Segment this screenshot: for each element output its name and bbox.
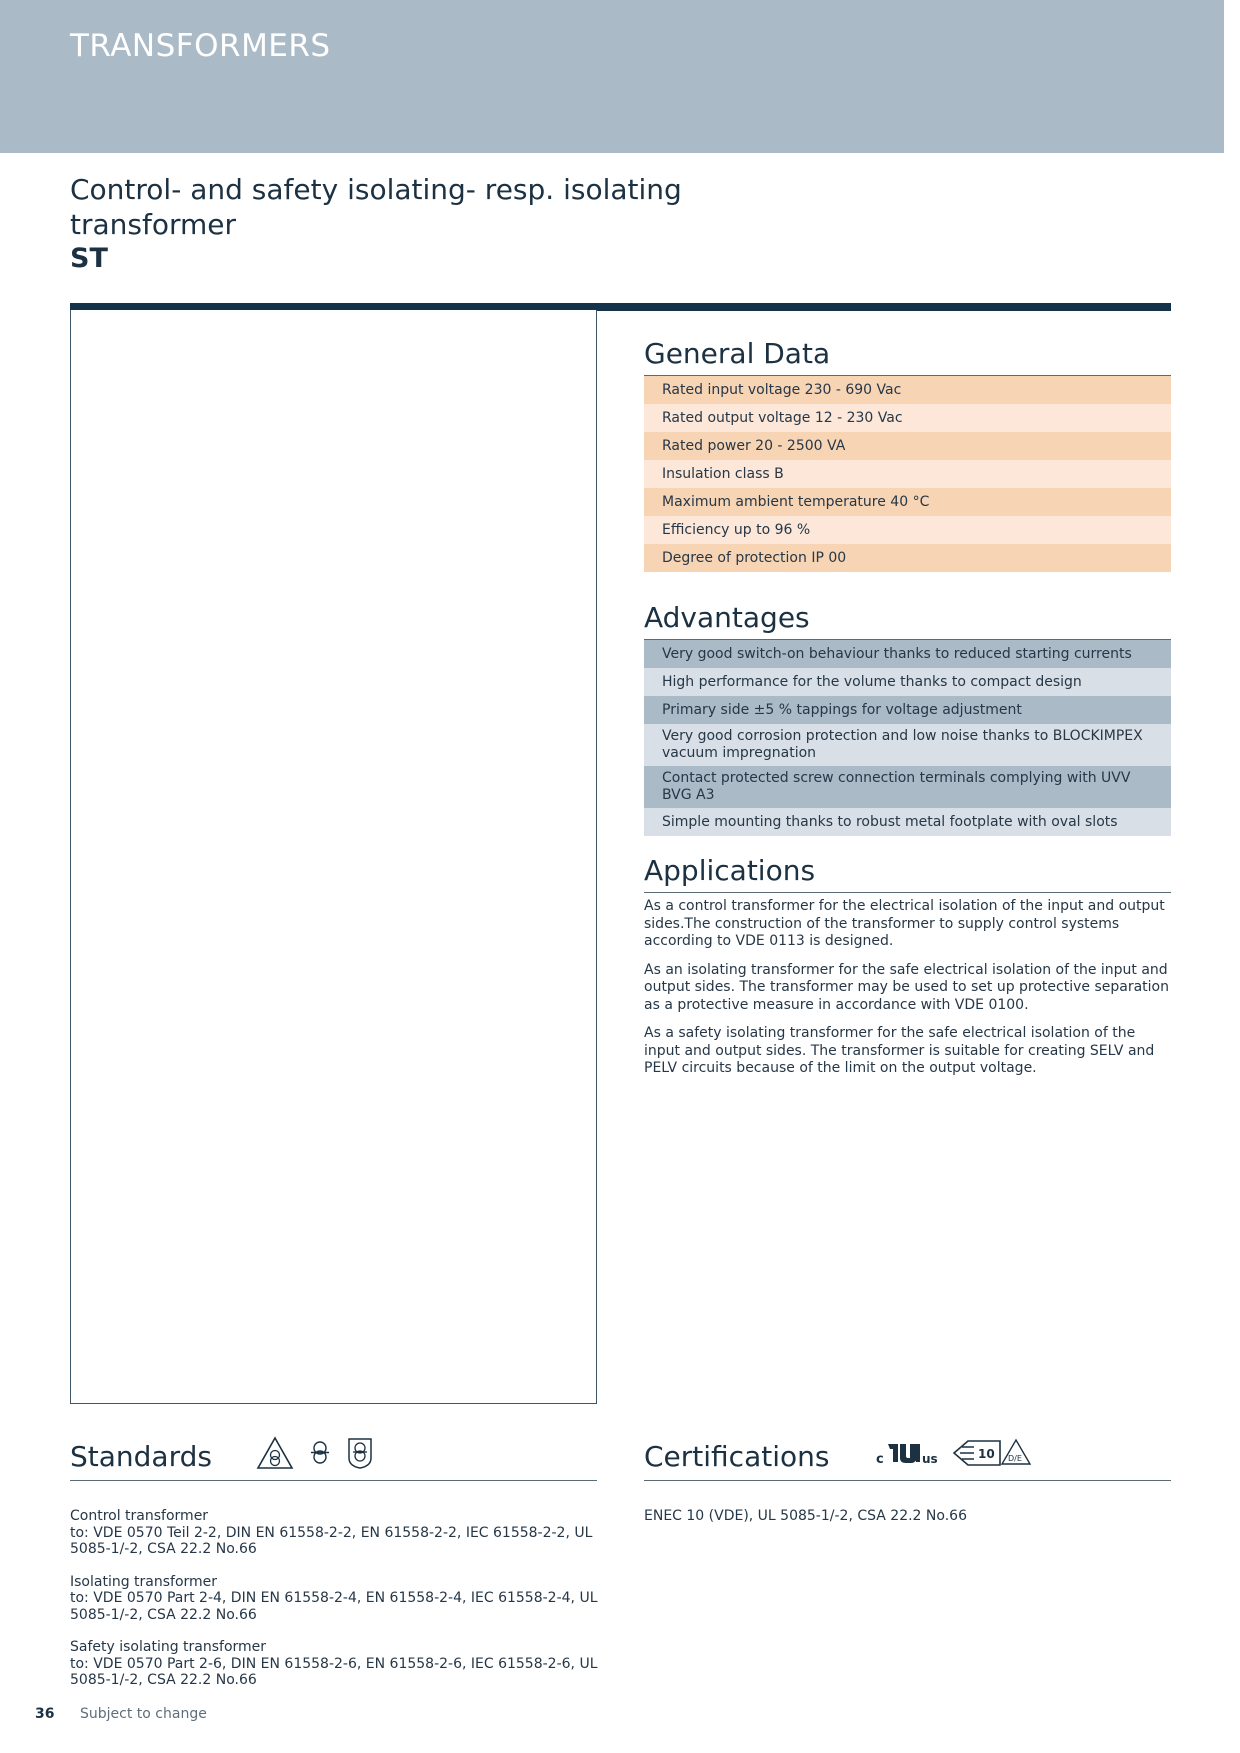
enec-10-vde-mark-icon	[952, 1436, 1032, 1470]
general-data-table	[644, 376, 1171, 572]
general-data-row: Rated power 20 - 2500 VA	[644, 432, 1171, 460]
general-data-row: Rated output voltage 12 - 230 Vac	[644, 404, 1171, 432]
applications-paragraph: As a control transformer for the electrical isolation of the input and output sides.The construction of the transformer to supply control systems according to VDE 0113 is designed.	[644, 898, 1165, 949]
cul-us-mark-icon	[876, 1436, 944, 1470]
certifications-text: ENEC 10 (VDE), UL 5085-1/-2, CSA 22.2 No.66	[644, 1508, 967, 1524]
advantages-row: Simple mounting thanks to robust metal footplate with oval slots	[644, 808, 1171, 836]
applications-paragraph: As an isolating transformer for the safe electrical isolation of the input and output sides. The transformer may be used to set up protective separation as a protective measure in accordance with VDE 0100.	[644, 961, 1169, 1013]
certifications-heading: Certifications	[644, 1440, 830, 1473]
applications-text	[644, 898, 1171, 1089]
enec-number: 10	[978, 1447, 995, 1461]
advantages-row: Very good switch-on behaviour thanks to reduced starting currents	[644, 640, 1171, 668]
standards-icons	[256, 1436, 374, 1470]
section-title: TRANSFORMERS	[70, 28, 331, 64]
isolating-transformer-symbol-icon	[308, 1436, 332, 1470]
cul-c-letter: c	[876, 1452, 884, 1467]
product-code: ST	[70, 243, 108, 274]
standard-block	[70, 1574, 610, 1624]
general-data-heading: General Data	[644, 337, 831, 370]
applications-heading: Applications	[644, 854, 816, 887]
applications-rule	[644, 892, 1171, 893]
standard-text: to: VDE 0570 Teil 2-2, DIN EN 61558-2-2, EN 61558-2-2, IEC 61558-2-2, UL 5085-1/-2, CSA 22.2 No.66	[70, 1524, 593, 1557]
control-transformer-symbol-icon	[256, 1436, 294, 1470]
standard-text: to: VDE 0570 Part 2-4, DIN EN 61558-2-4, EN 61558-2-4, IEC 61558-2-4, UL 5085-1/-2, CSA 22.2 No.66	[70, 1590, 598, 1623]
advantages-row: Contact protected screw connection terminals complying with UVV BVG A3	[644, 766, 1171, 808]
safety-isolating-transformer-symbol-icon	[346, 1436, 374, 1470]
general-data-row: Efficiency up to 96 %	[644, 516, 1171, 544]
advantages-row: Very good corrosion protection and low noise thanks to BLOCKIMPEX vacuum impregnation	[644, 724, 1171, 766]
general-data-row: Maximum ambient temperature 40 °C	[644, 488, 1171, 516]
standard-title: Control transformer	[70, 1508, 209, 1524]
advantages-heading: Advantages	[644, 601, 810, 634]
standard-block	[70, 1508, 610, 1558]
header-banner	[0, 0, 1240, 153]
cul-us-letters: us	[922, 1452, 938, 1466]
standard-title: Isolating transformer	[70, 1573, 218, 1590]
vde-letters: D/E	[1008, 1454, 1022, 1463]
product-image-frame	[70, 310, 597, 1404]
banner-edge	[1224, 0, 1240, 153]
general-data-row: Degree of protection IP 00	[644, 544, 1171, 572]
standard-block	[70, 1639, 610, 1689]
advantages-row: High performance for the volume thanks to compact design	[644, 668, 1171, 696]
standard-title: Safety isolating transformer	[70, 1639, 267, 1655]
certification-marks	[876, 1436, 1032, 1470]
standard-text: to: VDE 0570 Part 2-6, DIN EN 61558-2-6, EN 61558-2-6, IEC 61558-2-6, UL 5085-1/-2, CSA 22.2 No.66	[70, 1655, 598, 1688]
advantages-row: Primary side ±5 % tappings for voltage adjustment	[644, 696, 1171, 724]
general-data-row: Insulation class B	[644, 460, 1171, 488]
applications-paragraph: As a safety isolating transformer for the safe electrical isolation of the input and output sides. The transformer is suitable for creating SELV and PELV circuits because of the limit on the output voltage.	[644, 1025, 1155, 1076]
advantages-table	[644, 640, 1171, 836]
standards-heading: Standards	[70, 1440, 212, 1473]
standards-rule	[70, 1480, 597, 1481]
standards-list	[70, 1508, 610, 1705]
footer-note: Subject to change	[80, 1706, 207, 1722]
certifications-rule	[644, 1480, 1171, 1481]
page-number: 36	[35, 1706, 55, 1722]
general-data-row: Rated input voltage 230 - 690 Vac	[644, 376, 1171, 404]
product-title: Control- and safety isolating- resp. isolating transformer	[70, 173, 682, 241]
